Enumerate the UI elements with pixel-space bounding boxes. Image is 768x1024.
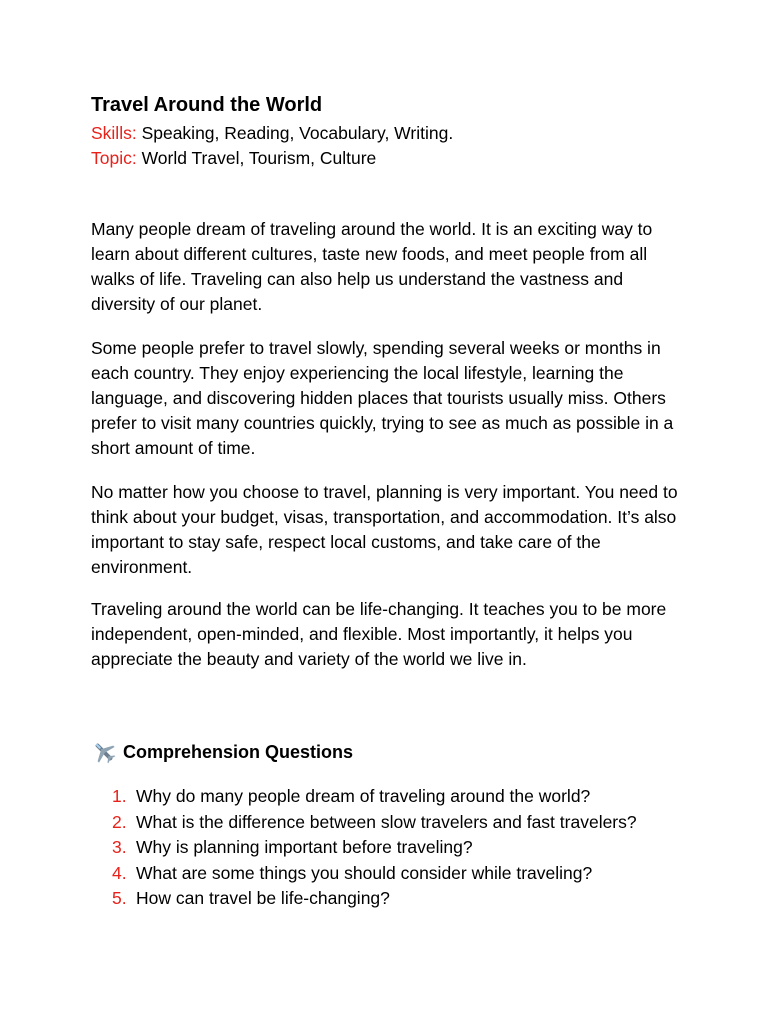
skills-value: Speaking, Reading, Vocabulary, Writing. — [136, 123, 454, 143]
question-text: Why do many people dream of traveling around the world? — [136, 786, 591, 806]
topic-value: World Travel, Tourism, Culture — [136, 148, 377, 168]
comprehension-heading-text: Comprehension Questions — [123, 742, 354, 762]
question-number: 4. — [112, 862, 127, 883]
question-text: How can travel be life-changing? — [136, 888, 390, 908]
paragraph-conclusion: Traveling around the world can be life-changing. It teaches you to be more independent, open-minded, and flexible. Most importantly, it helps you appreciate the beauty and variety of the world we live in. — [91, 599, 667, 669]
question-text: What is the difference between slow travelers and fast travelers? — [136, 811, 637, 832]
skills-line — [91, 121, 453, 146]
question-item — [112, 784, 637, 810]
question-text: What are some things you should consider while traveling? — [136, 862, 593, 883]
question-item — [112, 886, 637, 912]
topic-line — [91, 146, 376, 171]
question-number: 1. — [112, 786, 127, 806]
question-number: 2. — [112, 811, 127, 832]
question-list — [112, 784, 637, 912]
airplane-icon — [91, 739, 117, 765]
paragraph-planning: No matter how you choose to travel, planning is very important. You need to think about your budget, visas, transportation, and accommodation. It’s also important to stay safe, respect local customs, and take care of the environment. — [91, 482, 678, 577]
document-title: Travel Around the World — [91, 94, 323, 116]
question-item — [112, 835, 637, 861]
skills-label: Skills: — [91, 123, 137, 143]
paragraph-intro: Many people dream of traveling around the world. It is an exciting way to learn about different cultures, taste new foods, and meet people from all walks of life. Traveling can also help us understand the vastness and diversity of our planet. — [91, 219, 653, 314]
question-text: Why is planning important before traveling? — [136, 837, 473, 857]
paragraph-travel-styles: Some people prefer to travel slowly, spending several weeks or months in each country. They enjoy experiencing the local lifestyle, learning the language, and discovering hidden places that tourists usually miss. Others prefer to visit many countries quickly, trying to see as much as possible in a short amount of time. — [91, 338, 674, 458]
question-item — [112, 861, 637, 887]
question-number: 3. — [112, 837, 127, 857]
question-item — [112, 810, 637, 836]
topic-label: Topic: — [91, 148, 137, 168]
question-number: 5. — [112, 888, 127, 908]
comprehension-heading — [91, 739, 353, 765]
